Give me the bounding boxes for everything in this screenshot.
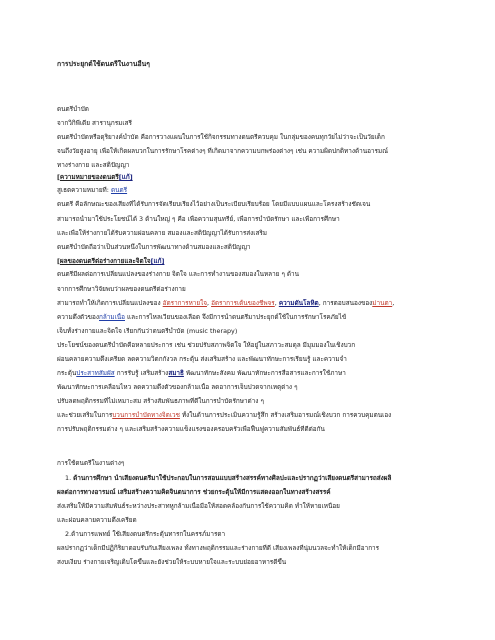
- music-link[interactable]: ดนตรี: [110, 186, 128, 194]
- section-title-music-therapy: ดนตรีบำบัด: [57, 105, 89, 113]
- text-run: กระตุ้น: [57, 369, 77, 377]
- paragraph-line: [57, 299, 475, 307]
- text-run: ,: [392, 299, 395, 307]
- paragraph-line: [57, 411, 475, 419]
- pupil-link[interactable]: ม่านตา: [372, 299, 393, 307]
- paragraph-line: ดนตรีบำบัดถือว่าเป็นส่วนหนึ่งในการพัฒนาทางด้านสมองและสติปัญญา: [57, 243, 251, 251]
- pulse-rate-link[interactable]: อัตราการเต้นของชีพจร: [211, 299, 275, 307]
- paragraph-line: ผลปรากฏว่าเด็กมีปฏิกิริยาตอบรับกับเสียงเพลง ทั้งทางพฤติกรรมและร่างกายที่ดี เสียงเพลงที่นุ่มนวลจะทำให้เด็กมีอาการ: [57, 544, 380, 552]
- list-label: ด้านการแพทย์: [71, 530, 111, 538]
- paragraph-line: เจ็บทั้งร่างกายและจิตใจ เรียกกันว่าดนตรีบำบัด (music therapy): [57, 327, 238, 335]
- text-run: ,: [274, 299, 279, 307]
- paragraph-line: ทางร่างกาย และสติปัญญา: [57, 161, 130, 169]
- paragraph-line: ดนตรี คือลักษณะของเสียงที่ได้รับการจัดเรียบเรียงไว้อย่างเป็นระเบียบเรียบร้อย โดยมีแบบแผนและโครงสร้างชัดเจน: [57, 200, 371, 208]
- bracket: [: [57, 173, 60, 181]
- concentration-link[interactable]: สมาธิ: [168, 369, 184, 377]
- paragraph-line: ประโยชน์ของดนตรีบำบัดคือหลายประการ เช่น ช่วยปรับสภาพจิตใจ ให้อยู่ในสภาวะสมดุล มีมุมมองในเชิงบวก: [57, 341, 356, 349]
- list-number: 1.: [65, 474, 72, 482]
- paragraph-line: [57, 369, 475, 377]
- section-heading-effects: [57, 257, 475, 265]
- section-heading-uses: การใช้ดนตรีในงานต่างๆ: [57, 459, 125, 467]
- source-line: จากวิกิพีเดีย สารานุกรมเสรี: [57, 119, 132, 127]
- paragraph-line: จากการศึกษาวิจัยพบว่าผลของดนตรีต่อร่างกาย: [57, 285, 186, 293]
- text-run: ความตึงตัวของ: [57, 313, 100, 321]
- blood-pressure-link[interactable]: ความดันโลหิต: [278, 299, 319, 307]
- text-run: ทั้งในด้านการประเมินความรู้สึก สร้างเสริมอารมณ์เชิงบวก การควบคุมตนเอง: [179, 411, 392, 419]
- heading-text: ความหมายของดนตรี: [59, 173, 119, 181]
- edit-link[interactable]: [แก้]: [150, 257, 165, 265]
- see-also-prefix: สูเธตความหมายที่:: [57, 186, 111, 194]
- text-run: ใช้เสียงดนตรีกระตุ้นทารกในครรภ์มารดา: [110, 530, 226, 538]
- text-run: พัฒนาทักษะสังคม พัฒนาทักษะการสื่อสารและการใช้ภาษา: [183, 369, 346, 377]
- heading-text: ผลของดนตรีต่อร่างกายและจิตใจ: [59, 257, 151, 265]
- paragraph-line: ผลต่อการทางอารมณ์ เสริมสร้างความคิดจินตนาการ ช่วยกระตุ้นให้มีการแสดงออกในทางสร้างสรรค์: [57, 488, 331, 496]
- paragraph-line: สามารถนำมาใช้ประโยชน์ได้ 3 ด้านใหญ่ ๆ คือ เพื่อความสุนทรีย์, เพื่อการบำบัดรักษา และเพื่อการศึกษา: [57, 215, 340, 223]
- see-also-line: [57, 186, 475, 194]
- paragraph-line: สงบเงียบ ร่างกายเจริญเติบโตขึ้นและยังช่วยให้ระบบหายใจและระบบย่อยอาหารดีขึ้น: [57, 558, 287, 566]
- list-number: 2.: [65, 530, 72, 538]
- document-title: การประยุกต์ใช้ดนตรีในงานอื่นๆ: [57, 60, 150, 68]
- breathing-rate-link[interactable]: อัตราการหายใจ: [162, 299, 207, 307]
- list-label: ด้านการศึกษา: [73, 474, 112, 482]
- text-run: สามารถทำให้เกิดการเปลี่ยนแปลงของ: [57, 299, 163, 307]
- section-heading-meaning: [57, 173, 475, 181]
- list-item-medical: [65, 530, 475, 538]
- paragraph-line: และเพื่อให้ร่างกายได้รับความผ่อนคลาย สมองและสติปัญญาได้รับการส่งเสริม: [57, 229, 268, 237]
- text-run: และการไหลเวียนของเลือด จึงมีการนำดนตรีมาประยุกต์ใช้ในการรักษาโรคภัยไข้: [125, 313, 347, 321]
- paragraph-line: [57, 313, 475, 321]
- paragraph-line: ผ่อนคลายความตึงเครียด ลดความวิตกกังวล กระตุ้น ส่งเสริมสร้าง และพัฒนาทักษะการเรียนรู้ และความจำ: [57, 355, 347, 363]
- paragraph-line: ดนตรีมีผลต่อการเปลี่ยนแปลงของร่างกาย จิตใจ และการทำงานของสมองในหลาย ๆ ด้าน: [57, 270, 300, 278]
- text-run: ,: [206, 299, 212, 307]
- paragraph-line: จนถึงวัยสูงอายุ เพื่อให้เกิดผลบวกในการรักษาโรคต่างๆ ที่เกิดมาจากความบกพร่องต่างๆ เช่น ความผิดปกติทางด้านอารมณ์: [57, 147, 389, 155]
- list-item-education: [65, 474, 475, 482]
- paragraph-line: ปรับลดพฤติกรรมที่ไม่เหมาะสม สร้างสัมพันธภาพที่ดีในการบำบัดรักษาต่าง ๆ: [57, 397, 264, 405]
- text-run: และช่วยเสริมในการ: [57, 411, 113, 419]
- paragraph-line: ส่งเสริมให้มีความสัมพันธ์ระหว่างประสาทหูกล้ามเนื้อมือให้สอดคล้องกันการใช้ความคิด ทำให้หายเหนื่อย: [57, 502, 340, 510]
- paragraph-line: พัฒนาทักษะการเคลื่อนไหว ลดความตึงตัวของกล้ามเนื้อ ลดอาการเจ็บปวดจากเหตุต่าง ๆ: [57, 383, 298, 391]
- text-run: การรับรู้ เสริมสร้าง: [114, 369, 169, 377]
- psychiatric-process-link[interactable]: บวนการบำบัดทางจิตเวช: [112, 411, 180, 419]
- text-run: , การตอบสนองของ: [318, 299, 373, 307]
- edit-link[interactable]: [แก้]: [118, 173, 133, 181]
- paragraph-line: การปรับพฤติกรรมต่าง ๆ และเสริมสร้างความแข็งแรงของครอบครัวเพื่อฟื้นฟูความสัมพันธ์ที่ดีต่อกัน: [57, 425, 325, 433]
- muscle-link[interactable]: กล้ามเนื้อ: [99, 313, 125, 321]
- bracket: [: [57, 257, 60, 265]
- senses-link[interactable]: ประสาทสัมผัส: [76, 369, 115, 377]
- paragraph-line: และผ่อนคลายความตึงเครียด: [57, 516, 137, 524]
- text-run: นำเสียงดนตรีมาใช้ประกอบในการสอนแบบสร้างสรรค์ทางศิลปะและปรากฏว่าเสียงดนตรีสามารถส่งผลิ: [111, 474, 392, 482]
- paragraph-line: ดนตรีบำบัดหรือดุริยางค์บำบัด คือการวางแผนในการใช้กิจกรรมทางดนตรีควบคุม ในกลุ่มของคนทุกวัยไม่ว่าจะเป็นวัยเด็ก: [57, 133, 385, 141]
